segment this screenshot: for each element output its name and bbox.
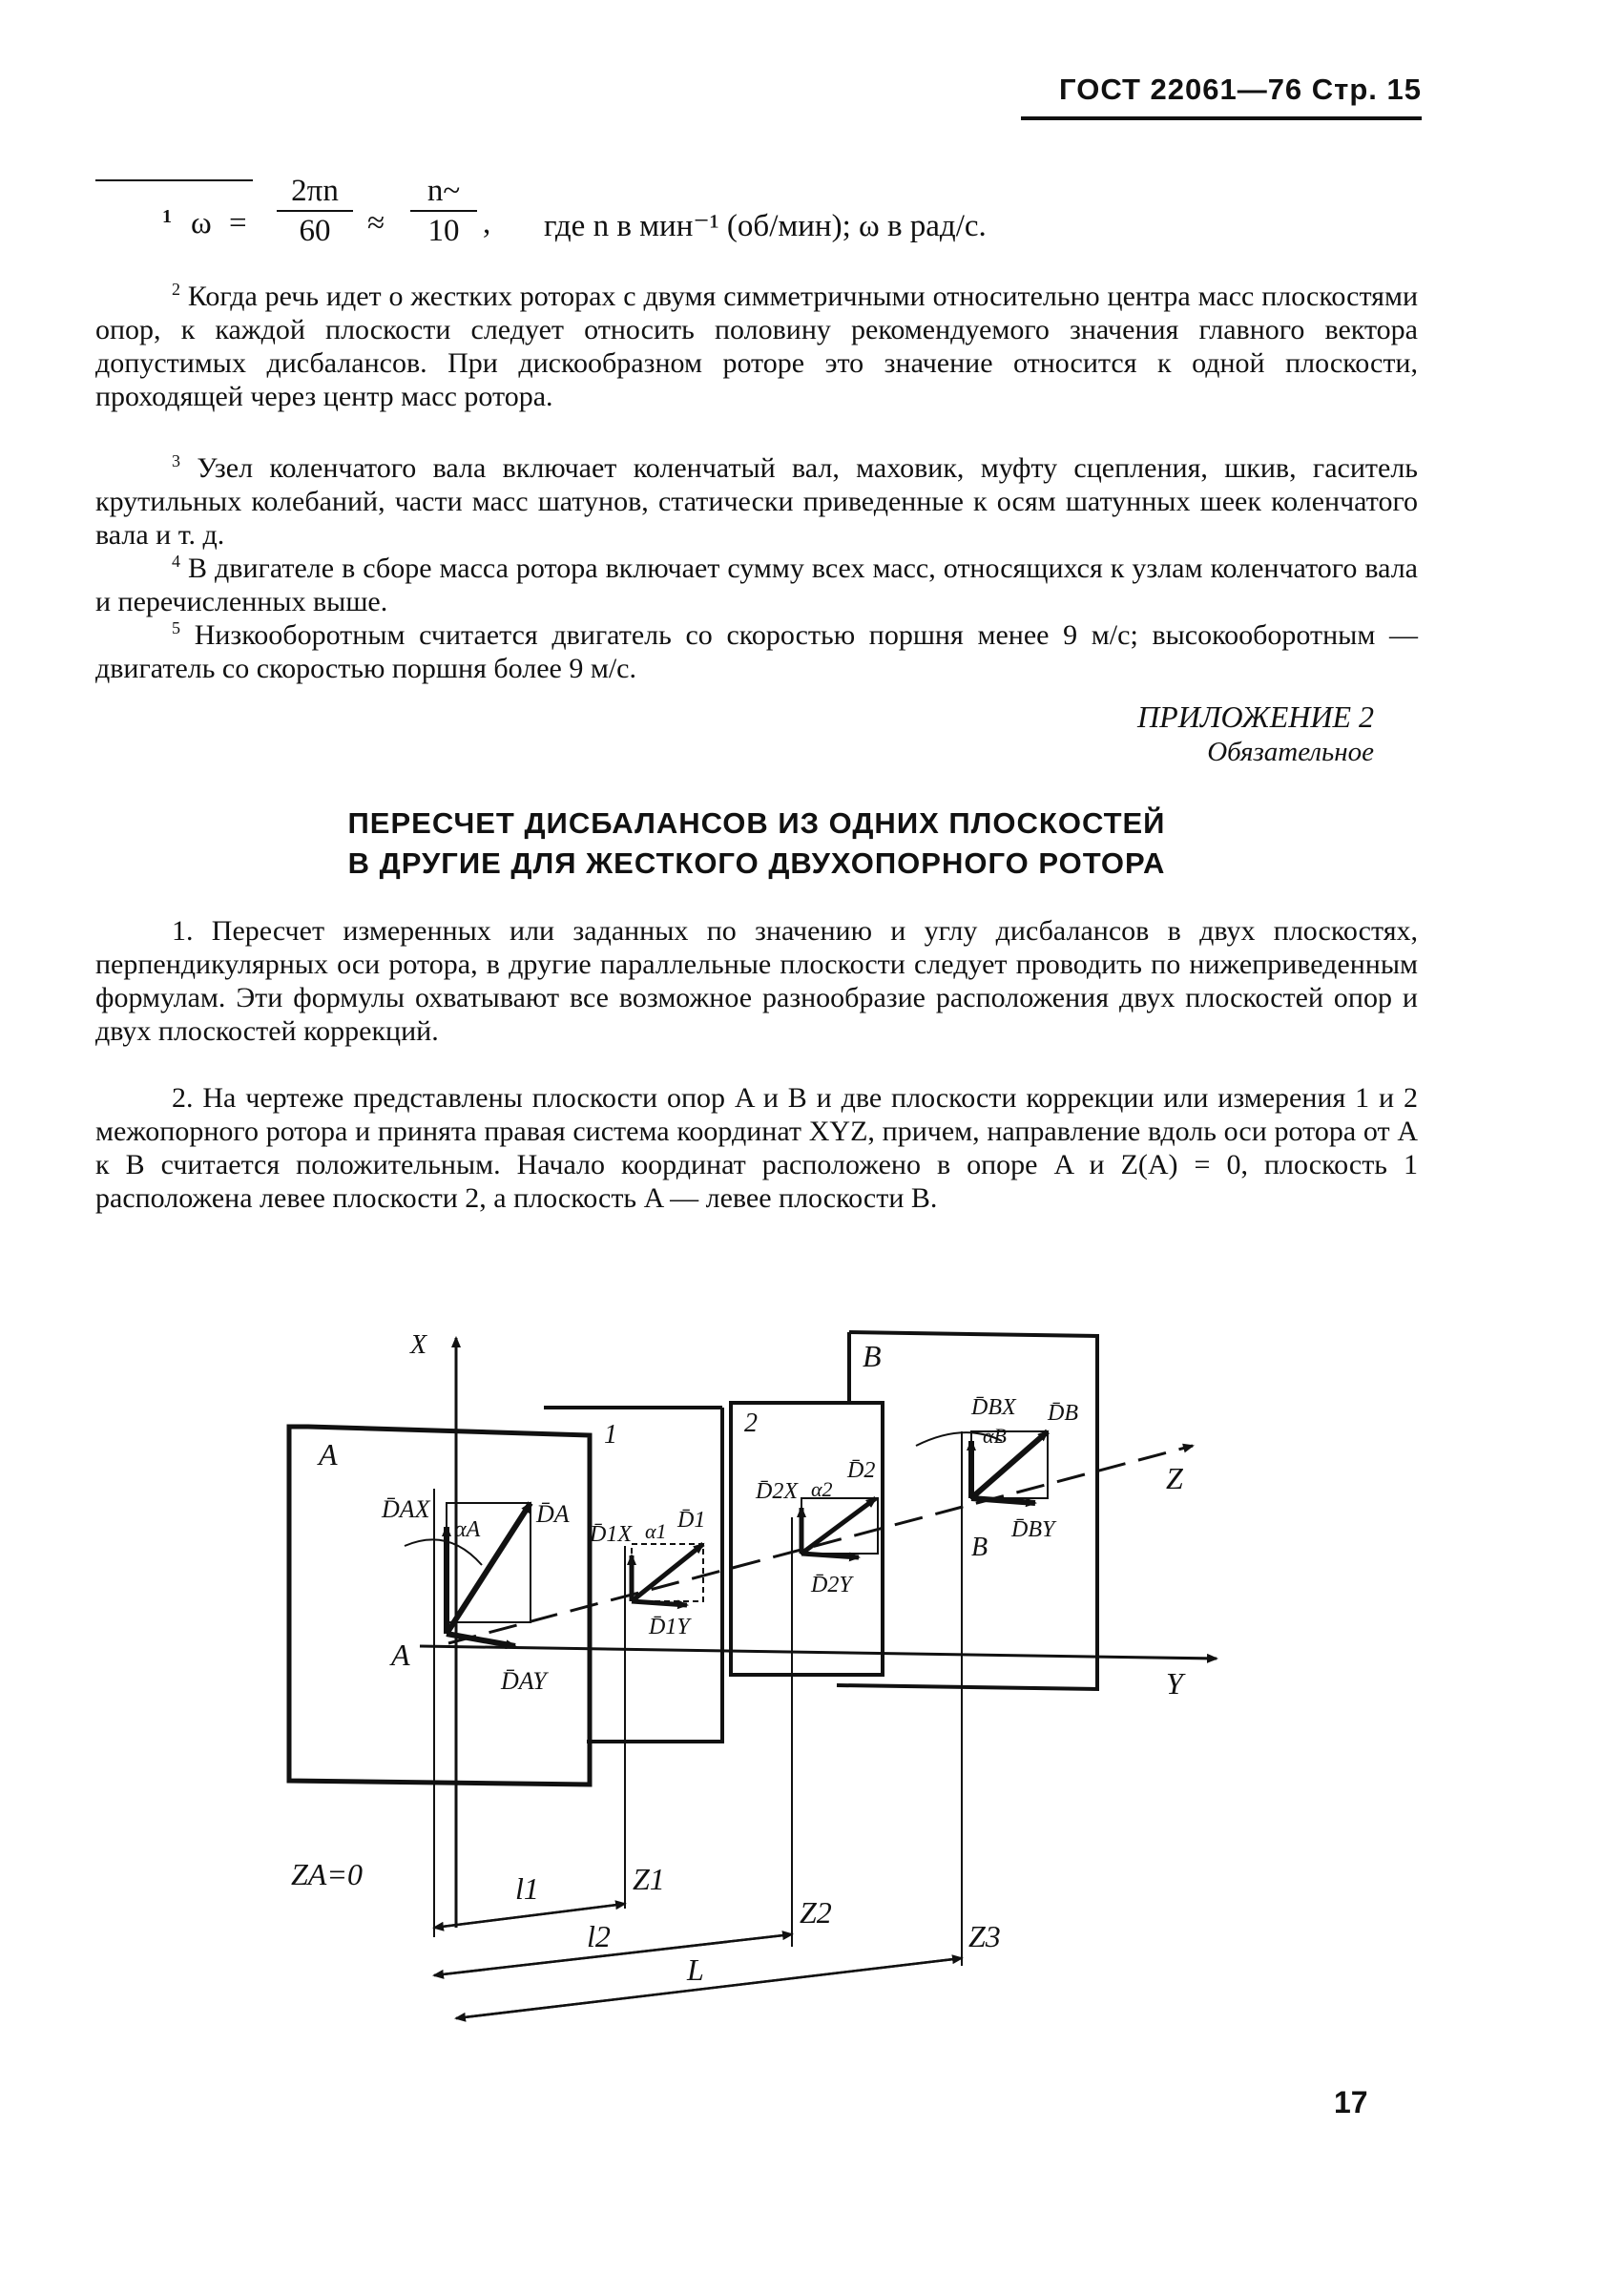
footnote-3-text: Узел коленчатого вала включает коленчатый вал, маховик, муфту сцепления, шкив, гаситель крутильных колебаний, части масс шатунов, статически приведенные к осям шатунных шеек коленчатого вала и т. д. [95, 452, 1418, 551]
appendix-label: ПРИЛОЖЕНИЕ 2 [1137, 699, 1374, 734]
label-D-A: D̄A [536, 1500, 570, 1528]
label-D-B: D̄B [1048, 1401, 1078, 1426]
label-alpha-A: αA [454, 1517, 481, 1542]
paragraph-1: 1. Пересчет измеренных или заданных по значению и углу дисбалансов в двух плоскостях, перпендикулярных оси ротора, в другие параллельные плоскости следует проводить по нижеприведенным формулам. Эти формулы охватывают все возможное разнообразие расположения двух плоскостей опор и двух плоскостей коррекций. [95, 915, 1418, 1047]
label-ZA-0: ZA=0 [291, 1857, 363, 1891]
plane-2-vectors [801, 1498, 878, 1557]
plane-2-frame [731, 1403, 883, 1675]
section-title-line-1: ПЕРЕСЧЕТ ДИСБАЛАНСОВ ИЗ ОДНИХ ПЛОСКОСТЕЙ [347, 806, 1166, 840]
label-Z2: Z2 [800, 1895, 832, 1930]
section-title-line-2: В ДРУГИЕ ДЛЯ ЖЕСТКОГО ДВУХОПОРНОГО РОТОРА [347, 846, 1166, 880]
label-plane-A: A [319, 1437, 338, 1472]
label-axis-y: Y [1166, 1666, 1183, 1701]
label-D-2Y: D̄2Y [811, 1573, 852, 1597]
label-D-AY: D̄AY [501, 1667, 547, 1695]
formula-approx: ≈ [367, 206, 385, 240]
label-point-B: B [971, 1533, 988, 1562]
z-axis [448, 1446, 1193, 1643]
label-alpha-B: αB [983, 1424, 1007, 1448]
label-D-AX: D̄AX [382, 1495, 430, 1523]
label-alpha-2: α2 [811, 1477, 833, 1501]
fraction-2-numerator: n~ [410, 172, 477, 212]
fraction-2-denominator: 10 [427, 214, 460, 248]
appendix-status: Обязательное [1207, 737, 1374, 767]
label-origin-A: A [391, 1638, 410, 1672]
footnote-3-marker: 3 [172, 451, 180, 470]
plane-1-vectors [632, 1544, 703, 1605]
label-D-BY: D̄BY [1011, 1517, 1055, 1542]
fraction-1-denominator: 60 [299, 214, 331, 248]
footnote-2-text: Когда речь идет о жестких роторах с двумя симметричными относительно центра масс плоскостями опор, к каждой плоскости следует относить половину рекомендуемого значения главного вектора допустимых дисбалансов. При дискообразном роторе это значение относится к одной плоскости, проходящей через центр масс ротора. [95, 281, 1418, 412]
plane-B-vectors [916, 1431, 1048, 1503]
header-title: ГОСТ 22061—76 Стр. 15 [1059, 73, 1422, 106]
label-D-1X: D̄1X [590, 1522, 632, 1547]
formula-omega: ω [191, 206, 212, 240]
label-L: L [687, 1952, 704, 1987]
page-number: 17 [1334, 2085, 1368, 2119]
footnote-1-marker: 1 [162, 206, 172, 227]
label-D-2: D̄2 [847, 1458, 876, 1483]
label-plane-B: B [863, 1339, 882, 1373]
label-plane-1: 1 [604, 1420, 617, 1450]
footnote-2-marker: 2 [172, 280, 180, 299]
label-l2: l2 [587, 1919, 611, 1953]
label-axis-z: Z [1166, 1461, 1183, 1495]
label-l1: l1 [515, 1871, 539, 1906]
label-D-2X: D̄2X [756, 1479, 798, 1504]
footnote-5-text: Низкооборотным считается двигатель со скоростью поршня менее 9 м/с; высокооборотным — двигатель со скоростью поршня более 9 м/с. [95, 619, 1418, 684]
footnote-4-marker: 4 [172, 552, 180, 571]
label-Z1: Z1 [633, 1862, 665, 1896]
label-alpha-1: α1 [645, 1519, 667, 1543]
label-axis-x: X [410, 1330, 427, 1360]
label-D-BX: D̄BX [971, 1395, 1016, 1420]
label-Z3: Z3 [968, 1919, 1001, 1953]
formula-comma: , [483, 206, 491, 240]
plane-B-frame [837, 1332, 1097, 1689]
label-D-1Y: D̄1Y [649, 1615, 690, 1639]
fraction-1-numerator: 2πn [277, 172, 353, 212]
label-plane-2: 2 [744, 1409, 758, 1438]
plane-A-frame [289, 1427, 590, 1785]
label-D-1: D̄1 [677, 1508, 706, 1533]
paragraph-2: 2. На чертеже представлены плоскости опор A и B и две плоскости коррекции или измерения 1 и 2 межопорного ротора и принята правая система координат XYZ, причем, направление вдоль оси ротора от A к B считается положительным. Начало координат расположено в опоре A и Z(A) = 0, плоскость 1 расположена левее плоскости 2, а плоскость A — левее плоскости B. [95, 1082, 1418, 1214]
footnote-4-text: В двигателе в сборе масса ротора включает сумму всех масс, относящихся к узлам коленчатого вала и перечисленных выше. [95, 553, 1419, 617]
footnote-5-marker: 5 [172, 618, 180, 637]
formula-equals: = [229, 206, 247, 240]
formula-explanation: где n в мин⁻¹ (об/мин); ω в рад/с. [544, 209, 987, 243]
